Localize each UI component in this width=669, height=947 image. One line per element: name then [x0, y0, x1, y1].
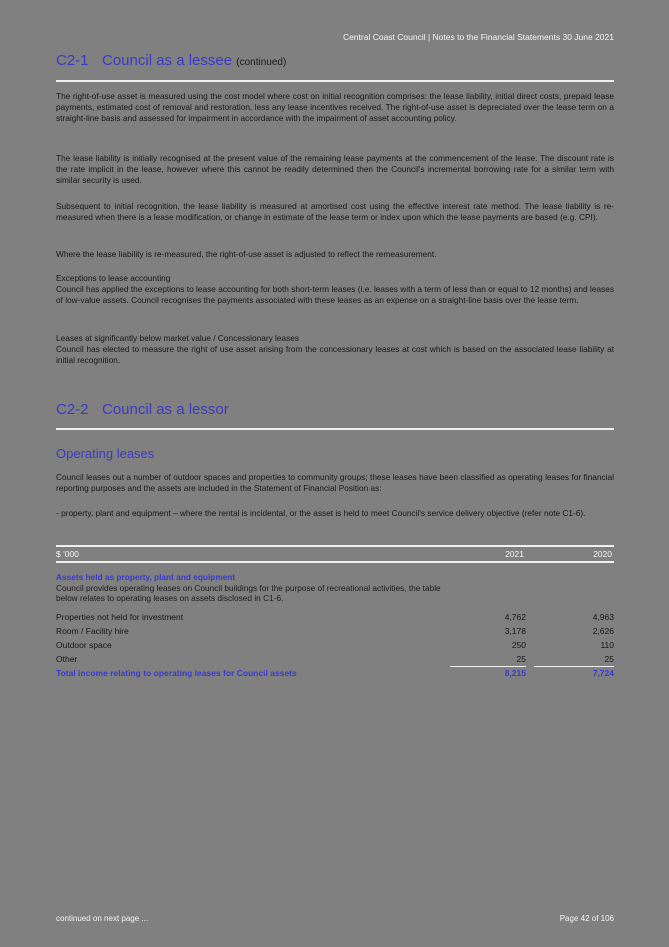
group-title: Assets held as property, plant and equipment	[56, 572, 236, 582]
footer-page-number: Page 42 of 106	[559, 914, 614, 923]
total-2020: 7,724	[592, 668, 614, 678]
table-total-row	[56, 668, 614, 682]
section-heading-c2-1	[56, 52, 614, 69]
section-heading-c2-2	[56, 401, 614, 418]
section-number: C2-2	[56, 401, 89, 418]
paragraph-rou-asset: The right-of-use asset is measured using the cost model where cost on initial recognition comprises: the lease liability, initial direct costs, prepaid lease payments, estimated cost of removal and restoration, less any lease incentives received. The right-of-use asset is depreciated over the lease term on a straight-line basis and assessed for impairment in accordance with the impairment of asset accounting policy.	[56, 91, 614, 123]
paragraph-lessor: Council leases out a number of outdoor spaces and properties to community groups; these leases have been classified as operating leases for financial reporting purposes and the assets are included in the Statement of Financial Position as:	[56, 472, 614, 493]
paragraph-ppe: - property, plant and equipment – where the rental is incidental, or the asset is held to meet Council's service delivery objective (refer note C1-6).	[56, 508, 586, 518]
col-2021: 2021	[505, 549, 524, 559]
subheading-operating-leases: Operating leases	[56, 446, 155, 461]
table-header	[56, 545, 614, 563]
concessionary-heading: Leases at significantly below market value / Concessionary leases	[56, 333, 300, 343]
paragraph-lease-liability: The lease liability is initially recognised at the present value of the remaining lease payments at the commencement of the lease. The discount rate is the rate implicit in the lease, however where this cannot be readily determined then the Council's incremental borrowing rate for a similar term with similar security is used.	[56, 153, 614, 185]
running-header: Central Coast Council | Notes to the Financial Statements 30 June 2021	[342, 32, 614, 42]
concessionary-text: Council has elected to measure the right of use asset arising from the concessionary leases at cost which is based on the associated lease liability at initial recognition.	[56, 344, 614, 365]
row-label: Outdoor space	[56, 640, 112, 650]
row-2020: 110	[600, 640, 614, 650]
section-title: Council as a lessee	[102, 52, 233, 69]
col-2020: 2020	[593, 549, 612, 559]
row-2021: 25	[516, 654, 526, 664]
paragraph-subsequent: Subsequent to initial recognition, the lease liability is measured at amortised cost using the effective interest rate method. The lease liability is re-measured when there is a lease modification, or change in estimate of the lease term or index upon which the lease payments are based (e.g. CPI).	[56, 201, 614, 222]
exceptions-text: Council has applied the exceptions to lease accounting for both short-term leases (i.e. leases with a term of less than or equal to 12 months) and leases of low-value assets. Council recognises the payments associated with these leases as an expense on a straight-line basis over the lease term.	[56, 284, 614, 305]
table-row	[56, 654, 614, 668]
continued-label: (continued)	[236, 57, 287, 68]
row-2021: 250	[511, 640, 526, 650]
concessionary-block	[56, 333, 614, 366]
table-row	[56, 626, 614, 640]
section-title: Council as a lessor	[102, 401, 229, 418]
row-label: Other	[56, 654, 78, 664]
section-rule	[56, 80, 614, 82]
table-row	[56, 640, 614, 654]
footer-continued: continued on next page ...	[56, 914, 149, 923]
col-units: $ '000	[56, 549, 79, 559]
table-row	[56, 612, 614, 626]
paragraph-remeasure: Where the lease liability is re-measured, the right-of-use asset is adjusted to reflect the remeasurement.	[56, 249, 437, 259]
section-number: C2-1	[56, 52, 89, 69]
exceptions-heading: Exceptions to lease accounting	[56, 273, 171, 283]
row-label: Properties not held for investment	[56, 612, 184, 622]
row-2020: 4,963	[592, 612, 614, 622]
row-2020: 25	[604, 654, 614, 664]
section-rule	[56, 428, 614, 430]
exceptions-block	[56, 273, 614, 306]
group-text: Council provides operating leases on Council buildings for the purpose of recreational activities, the table below relates to operating leases on assets disclosed in C1-6.	[56, 582, 441, 603]
row-2021: 3,178	[504, 626, 526, 636]
total-label: Total income relating to operating leases for Council assets	[56, 668, 297, 678]
row-label: Room / Facility hire	[56, 626, 129, 636]
table-group	[56, 572, 456, 604]
subtotal-rule-2021	[450, 666, 526, 667]
row-2020: 2,626	[592, 626, 614, 636]
total-2021: 8,215	[504, 668, 526, 678]
row-2021: 4,762	[504, 612, 526, 622]
subtotal-rule-2020	[534, 666, 614, 667]
